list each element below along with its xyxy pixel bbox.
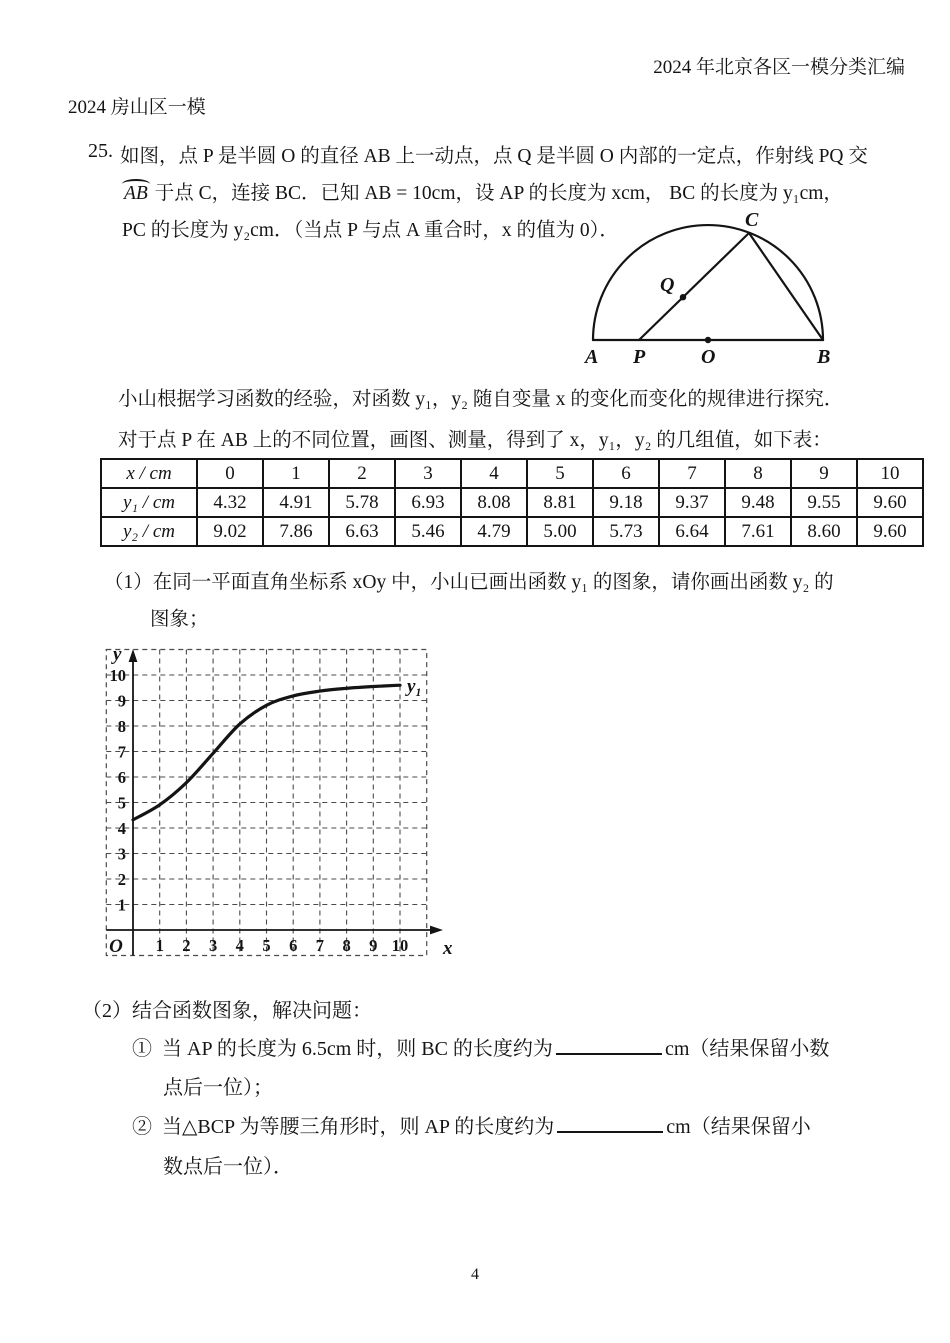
- value-cell: 6.63: [329, 517, 395, 546]
- table-row: [101, 459, 923, 488]
- value-cell: 9.02: [197, 517, 263, 546]
- q2-answer-blank: [557, 1110, 663, 1133]
- label-c: C: [745, 210, 759, 231]
- value-cell: 10: [857, 459, 923, 488]
- q1-text-after: cm（结果保留小数: [664, 1038, 830, 1060]
- value-cell: 6.93: [395, 488, 461, 517]
- value-cell: 8: [725, 459, 791, 488]
- ray-pc-line: [639, 233, 749, 340]
- q2-text-after: cm（结果保留小: [666, 1116, 811, 1138]
- value-cell: 5.78: [329, 488, 395, 517]
- y-tick-label: 8: [117, 717, 126, 736]
- y-tick-label: 3: [117, 844, 126, 864]
- district-header: 2024 房山区一模: [68, 97, 206, 118]
- y-tick-label: 5: [117, 793, 126, 813]
- value-cell: 9.37: [659, 488, 725, 517]
- x-tick-label: 6: [289, 936, 298, 955]
- semicircle-figure: [575, 210, 845, 373]
- x-tick-label: 7: [315, 936, 325, 955]
- q1-answer-blank: [556, 1032, 662, 1055]
- part1-line-1: （1）在同一平面直角坐标系 xOy 中，小山已画出函数 y₁ 的图象，请你画出函数 y₂ 的: [104, 572, 834, 593]
- graph-svg: [85, 640, 465, 968]
- problem-line-3: PC 的长度为 y₂cm．（当点 P 与点 A 重合时，x 的值为 0）．: [122, 220, 619, 241]
- page-number: 4: [471, 1266, 479, 1283]
- value-cell: 5.73: [593, 517, 659, 546]
- x-tick-label: 1: [155, 936, 164, 955]
- part2-q1-line-1: [132, 1032, 829, 1061]
- value-cell: 2: [329, 459, 395, 488]
- row-header-cell: x / cm: [101, 459, 197, 488]
- value-cell: 9.60: [857, 517, 923, 546]
- row-header-cell: y₂ / cm: [101, 517, 197, 546]
- value-cell: 5: [527, 459, 593, 488]
- part2-q1-line-2: 点后一位）；: [163, 1077, 273, 1099]
- table-row: [101, 517, 923, 546]
- value-cell: 5.00: [527, 517, 593, 546]
- y-tick-label: 4: [117, 819, 126, 838]
- coordinate-graph: [85, 640, 465, 973]
- problem-line-1: 如图，点 P 是半圆 O 的直径 AB 上一动点，点 Q 是半圆 O 内部的一定点，作射线 PQ 交: [120, 146, 868, 167]
- y-tick-label: 9: [117, 691, 126, 711]
- value-cell: 9.55: [791, 488, 857, 517]
- value-cell: 8.60: [791, 517, 857, 546]
- x-tick-label: 10: [391, 936, 409, 955]
- value-cell: 7.86: [263, 517, 329, 546]
- y-tick-label: 7: [117, 742, 126, 762]
- value-cell: 6: [593, 459, 659, 488]
- arc-ab-text: AB: [124, 183, 148, 204]
- data-table-body: [101, 459, 923, 546]
- x-tick-label: 2: [182, 936, 191, 955]
- value-cell: 9.48: [725, 488, 791, 517]
- q1-text-before: 当 AP 的长度为 6.5cm 时，则 BC 的长度约为: [162, 1038, 553, 1060]
- point-o-dot: [705, 337, 711, 343]
- value-cell: 4.91: [263, 488, 329, 517]
- label-q: Q: [660, 274, 675, 296]
- chord-cb-line: [749, 233, 823, 340]
- problem-line-2: [122, 177, 843, 205]
- value-cell: 9.60: [857, 488, 923, 517]
- exploration-line-2: 对于点 P 在 AB 上的不同位置，画图、测量，得到了 x，y₁，y₂ 的几组值，如下表：: [118, 430, 832, 451]
- value-cell: 4.32: [197, 488, 263, 517]
- value-cell: 8.08: [461, 488, 527, 517]
- exploration-line-1: 小山根据学习函数的经验，对函数 y₁，y₂ 随自变量 x 的变化而变化的规律进行探究．: [118, 389, 844, 410]
- value-cell: 9.18: [593, 488, 659, 517]
- label-o: O: [701, 346, 716, 368]
- part1-line-2: 图象；: [150, 609, 209, 630]
- problem-number: 25.: [88, 140, 113, 162]
- x-tick-label: 4: [235, 936, 244, 955]
- y-tick-label: 10: [109, 666, 126, 685]
- row-header-cell: y₁ / cm: [101, 488, 197, 517]
- value-cell: 3: [395, 459, 461, 488]
- arc-ab-symbol: [122, 183, 150, 205]
- x-tick-label: 5: [262, 936, 271, 955]
- value-cell: 4: [461, 459, 527, 488]
- table-row: [101, 488, 923, 517]
- point-q-dot: [680, 294, 686, 300]
- semicircle-svg: [575, 210, 845, 368]
- y-tick-label: 6: [117, 768, 126, 787]
- y1-curve-label: y₁: [407, 676, 423, 697]
- value-cell: 6.64: [659, 517, 725, 546]
- compilation-header: 2024 年北京各区一模分类汇编: [653, 57, 905, 78]
- data-table: [100, 458, 924, 547]
- value-cell: 5.46: [395, 517, 461, 546]
- x-tick-label: 3: [208, 936, 218, 955]
- q1-marker: ①: [132, 1038, 152, 1060]
- value-cell: 7.61: [725, 517, 791, 546]
- value-cell: 1: [263, 459, 329, 488]
- y-tick-label: 1: [117, 895, 126, 915]
- x-axis-label: x: [443, 938, 453, 959]
- label-p: P: [633, 346, 646, 368]
- y-axis-label: y: [113, 644, 122, 665]
- label-a: A: [585, 346, 599, 368]
- part2-intro: （2）结合函数图象，解决问题：: [82, 1000, 372, 1022]
- x-tick-label: 9: [369, 936, 378, 955]
- value-cell: 4.79: [461, 517, 527, 546]
- y-axis-arrow-icon: [129, 649, 138, 662]
- value-cell: 8.81: [527, 488, 593, 517]
- x-axis-arrow-icon: [430, 926, 443, 935]
- grid-lines: [106, 650, 426, 956]
- part2-q2-line-2: 数点后一位）．: [163, 1156, 293, 1178]
- origin-label: O: [109, 936, 123, 957]
- part2-q2-line-1: [132, 1110, 811, 1139]
- semicircle-arc: [593, 225, 823, 340]
- value-cell: 0: [197, 459, 263, 488]
- problem-line-2-text: 于点 C，连接 BC．已知 AB = 10cm，设 AP 的长度为 xcm， BC 的长度为 y₁cm，: [154, 183, 843, 204]
- label-b: B: [817, 346, 831, 368]
- x-tick-label: 8: [342, 936, 351, 955]
- value-cell: 9: [791, 459, 857, 488]
- y-tick-label: 2: [117, 870, 126, 889]
- q2-marker: ②: [132, 1116, 152, 1138]
- value-cell: 7: [659, 459, 725, 488]
- q2-text-before: 当△BCP 为等腰三角形时，则 AP 的长度约为: [162, 1116, 555, 1138]
